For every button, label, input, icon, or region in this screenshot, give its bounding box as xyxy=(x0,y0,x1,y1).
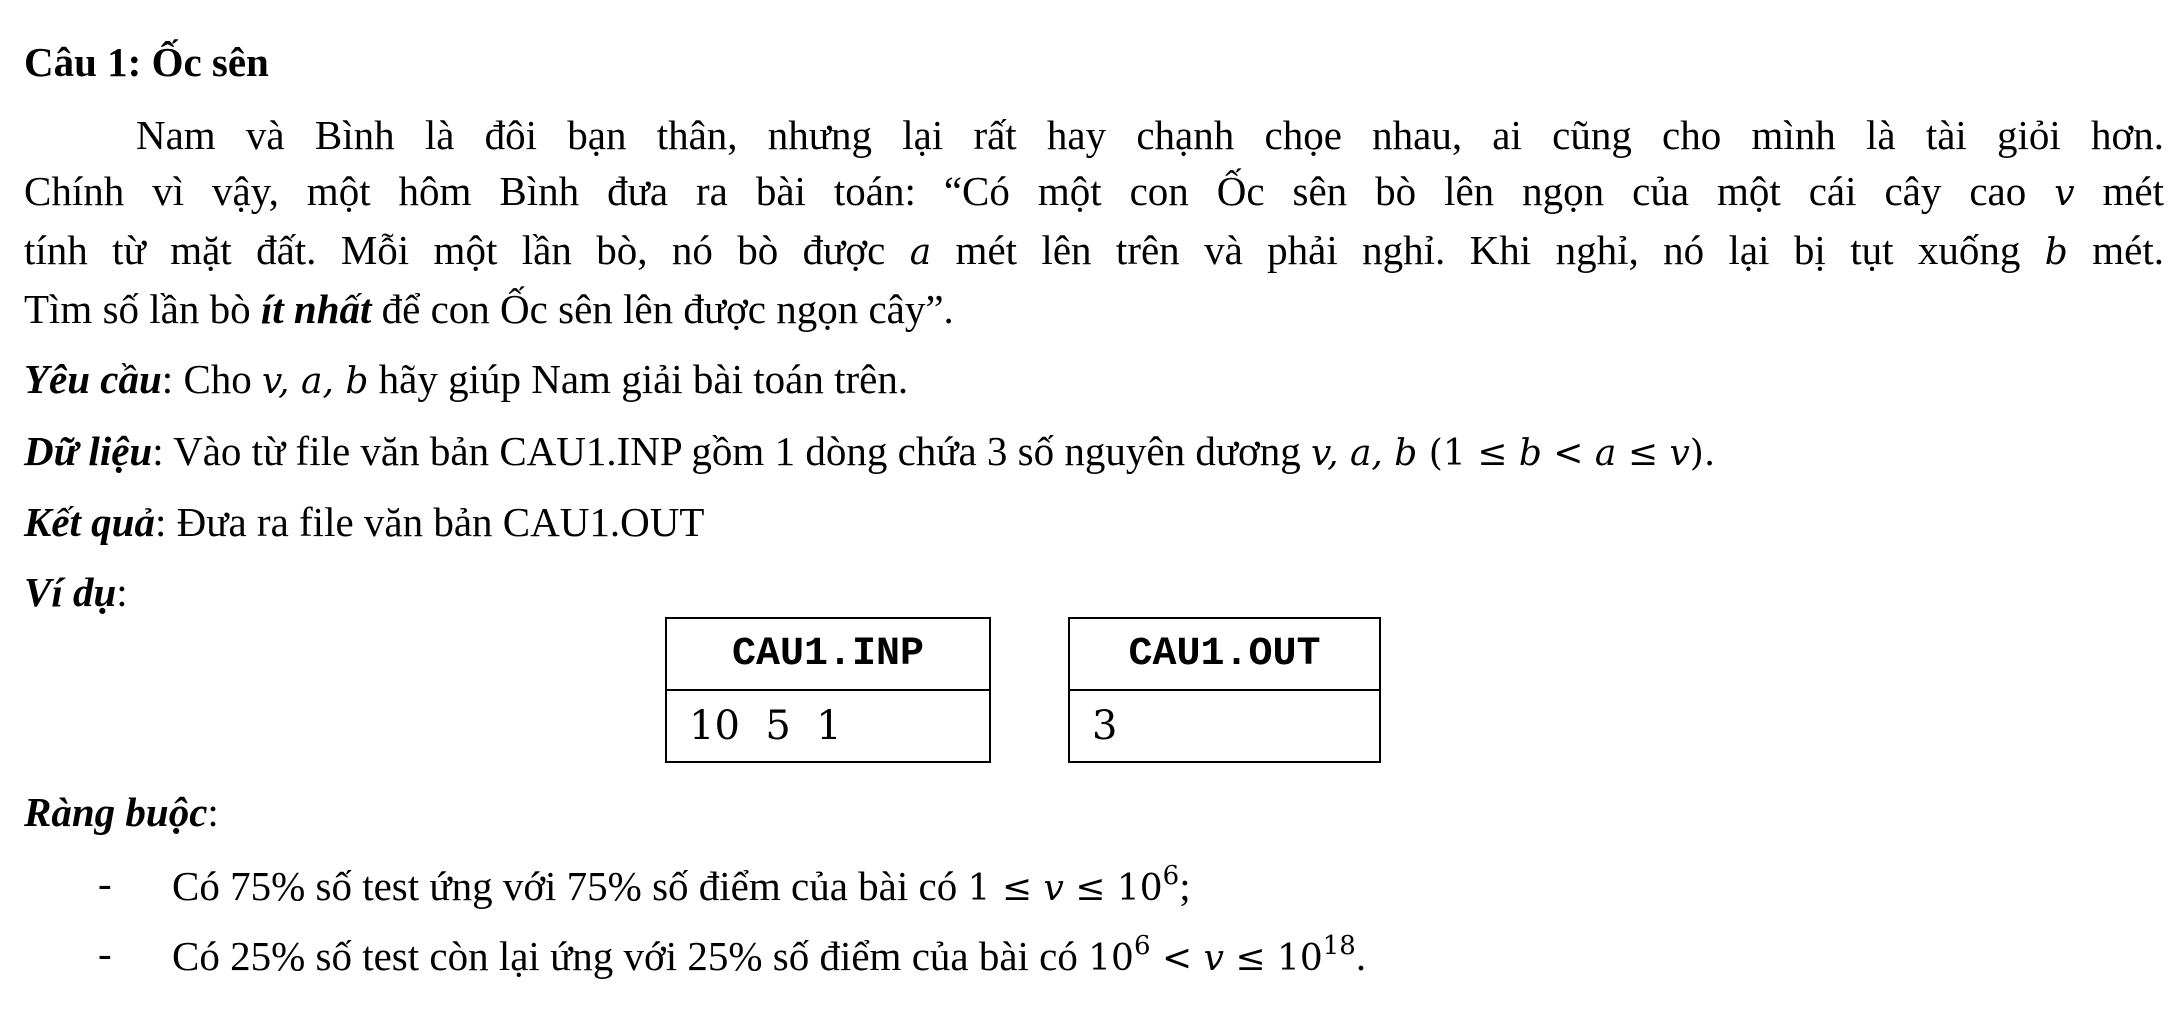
constraints-heading xyxy=(24,789,219,835)
example-input-table xyxy=(665,617,991,763)
constraint-end: ; xyxy=(1179,863,1191,909)
math-superscript: 18 xyxy=(1322,931,1356,961)
paragraph-line-1: Nam và Bình là đôi bạn thân, nhưng lại rất hay chạnh chọe nhau, ai cũng cho mình là tài giỏi hơn. xyxy=(136,112,2164,158)
paragraph-text: mét xyxy=(2074,168,2164,214)
example-output-value: 3 xyxy=(1092,703,1118,749)
math-text: < xyxy=(1150,938,1204,979)
bullet-dash: - xyxy=(98,930,112,976)
math-text: ≤ xyxy=(1616,433,1670,474)
output-label: Kết quả xyxy=(24,499,155,545)
math-var-v: v xyxy=(2054,173,2075,214)
paragraph-text: tính từ mặt đất. Mỗi một lần bò, nó bò được xyxy=(24,227,910,273)
math-var-b: b xyxy=(2044,232,2068,273)
math-var-v: v xyxy=(1669,433,1690,474)
paragraph-text: Tìm số lần bò xyxy=(24,286,261,332)
paragraph-line-3 xyxy=(24,227,2164,273)
input-label: Dữ liệu xyxy=(24,428,153,474)
constraints-label: Ràng buộc xyxy=(24,789,208,835)
math-text: ≤ 10 xyxy=(1223,938,1323,979)
math-var-v: v xyxy=(1203,938,1224,979)
math-var-a: a xyxy=(1594,433,1617,474)
paragraph-text: mét. xyxy=(2067,227,2164,273)
example-colon: : xyxy=(116,569,128,615)
example-output-header: CAU1.OUT xyxy=(1070,619,1379,691)
paragraph-text: để con Ốc sên lên được ngọn cây”. xyxy=(371,286,954,332)
output-line xyxy=(24,499,705,545)
paragraph-text: mét lên trên và phải nghỉ. Khi nghỉ, nó lại bị tụt xuống xyxy=(931,227,2045,273)
input-text: : Vào từ file văn bản CAU1.INP gồm 1 dòng chứa 3 số nguyên dương xyxy=(152,428,1311,474)
math-text: 10 xyxy=(1088,938,1134,979)
math-text: ≤ 10 xyxy=(1063,868,1163,909)
constraints-colon: : xyxy=(207,789,219,835)
math-text: 1 ≤ xyxy=(967,868,1044,909)
math-text: < xyxy=(1541,433,1595,474)
problem-title: Câu 1: Ốc sên xyxy=(24,39,269,85)
input-line xyxy=(24,428,1716,474)
constraint-text-part: Có 75% số test ứng với 75% số điểm của bài có xyxy=(172,863,968,909)
math-text: (1 ≤ xyxy=(1417,433,1519,474)
math-var-v: v xyxy=(1043,868,1064,909)
math-text: ). xyxy=(1689,433,1716,474)
math-vars: v, a, b xyxy=(1311,433,1418,474)
paragraph-line-2 xyxy=(24,168,2164,214)
example-input-value: 10 5 1 xyxy=(689,703,842,749)
example-output-table xyxy=(1068,617,1381,763)
example-label: Ví dụ xyxy=(24,569,117,615)
math-var-a: a xyxy=(909,232,932,273)
bullet-dash: - xyxy=(98,860,112,906)
example-line xyxy=(24,569,128,615)
math-superscript: 6 xyxy=(1133,931,1151,961)
emphasis-text: ít nhất xyxy=(260,286,372,332)
math-superscript: 6 xyxy=(1162,861,1180,891)
output-text: : Đưa ra file văn bản CAU1.OUT xyxy=(155,499,705,545)
requirement-text: : Cho xyxy=(161,356,263,402)
requirement-text: hãy giúp Nam giải bài toán trên. xyxy=(368,356,909,402)
requirement-line xyxy=(24,356,909,402)
constraint-end: . xyxy=(1355,933,1367,979)
paragraph-line-4 xyxy=(24,286,954,332)
constraint-text-part: Có 25% số test còn lại ứng với 25% số điểm của bài có xyxy=(172,933,1089,979)
paragraph-text: Chính vì vậy, một hôm Bình đưa ra bài toán: “Có một con Ốc sên bò lên ngọn của một cái cây cao xyxy=(24,168,2055,214)
constraint-text xyxy=(172,933,1366,977)
requirement-label: Yêu cầu xyxy=(24,356,162,402)
example-input-header: CAU1.INP xyxy=(667,619,989,691)
constraint-text xyxy=(172,863,1191,907)
math-vars: v, a, b xyxy=(262,361,369,402)
math-var-b: b xyxy=(1518,433,1542,474)
